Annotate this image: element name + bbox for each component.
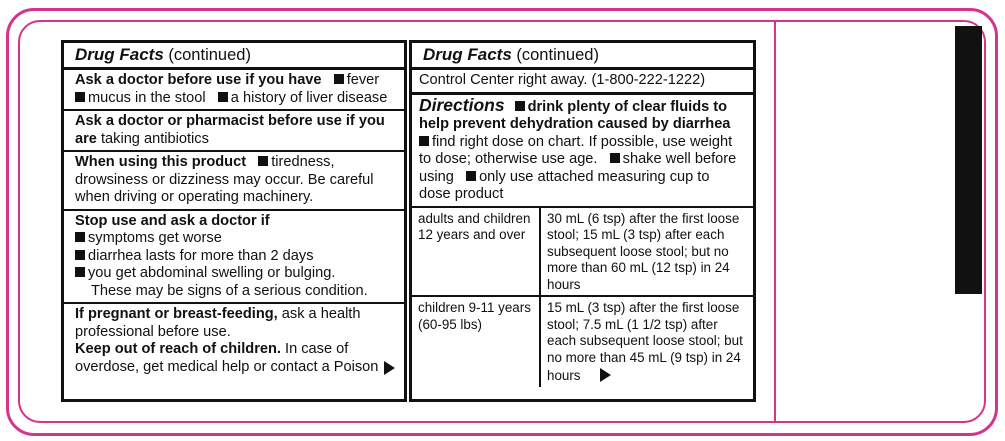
drug-facts-left-panel <box>61 40 407 402</box>
dose-age-cell: adults and children 12 years and over <box>412 208 540 297</box>
stop-use-item: diarrhea lasts for more than 2 days <box>88 247 314 264</box>
ask-doctor-section <box>64 70 404 111</box>
bullet-square-icon <box>75 92 85 102</box>
table-row <box>412 208 753 297</box>
ask-doctor-heading: Ask a doctor before use if you have <box>75 72 322 88</box>
when-using-heading: When using this product <box>75 154 247 170</box>
ask-doctor-item: mucus in the stool <box>88 89 206 106</box>
bullet-square-icon <box>75 267 85 277</box>
table-row <box>412 296 753 387</box>
keep-out-heading: Keep out of reach of children. <box>75 341 281 357</box>
bullet-square-icon <box>75 232 85 242</box>
pregnant-heading: If pregnant or breast-feeding, <box>75 306 278 322</box>
dose-amount-text: 15 mL (3 tsp) after the first loose stool; 7.5 mL (1 1/2 tsp) after each subsequent loose stool; but no more than 45 mL (9 tsp) in 24 hours <box>547 300 743 383</box>
stop-use-section <box>64 211 404 305</box>
right-header-suffix: (continued) <box>516 46 599 64</box>
dose-amount-cell <box>540 296 753 387</box>
ask-doctor-item: fever <box>346 72 380 88</box>
label-fold-line <box>774 22 776 421</box>
poison-control-section <box>412 70 753 95</box>
directions-item: shake well before using <box>419 151 737 185</box>
bullet-square-icon <box>515 101 525 111</box>
keep-out-text: In case of overdose, get medical help or contact a Poison <box>75 341 379 375</box>
bullet-square-icon <box>218 92 228 102</box>
bullet-square-icon <box>334 74 344 84</box>
dosing-table <box>412 208 753 387</box>
drug-facts-right-panel <box>409 40 756 402</box>
bullet-square-icon <box>610 153 620 163</box>
ask-doctor-item: a history of liver disease <box>230 89 388 106</box>
continued-arrow-icon <box>600 368 611 382</box>
bullet-square-icon <box>466 171 476 181</box>
dose-amount-cell: 30 mL (6 tsp) after the first loose stool; 15 mL (3 tsp) after each subsequent loose stool; but no more than 60 mL (12 tsp) in 24 hours <box>547 210 740 292</box>
left-header-title: Drug Facts <box>75 45 164 64</box>
label-black-bar <box>955 26 982 294</box>
continued-arrow-icon <box>384 361 395 375</box>
stop-use-item: you get abdominal swelling or bulging. <box>88 265 336 281</box>
stop-use-heading: Stop use and ask a doctor if <box>75 212 270 229</box>
bullet-square-icon <box>75 250 85 260</box>
poison-control-text: Control Center right away. (1-800-222-1222) <box>419 72 706 88</box>
stop-use-item: symptoms get worse <box>88 230 222 246</box>
stop-use-note: These may be signs of a serious condition. <box>91 282 368 299</box>
directions-item: drink plenty of clear fluids to help prevent dehydration caused by diarrhea <box>419 98 731 132</box>
ask-pharmacist-heading: Ask a doctor or pharmacist before use if you are <box>75 113 385 147</box>
directions-section <box>412 95 753 208</box>
directions-item: only use attached measuring cup to dose product <box>419 168 710 202</box>
pregnant-text: ask a health professional before use. <box>75 306 361 340</box>
ask-pharmacist-text: taking antibiotics <box>100 130 209 147</box>
directions-item: find right dose on chart. If possible, use weight to dose; otherwise use age. <box>419 133 733 167</box>
bullet-square-icon <box>258 156 268 166</box>
ask-pharmacist-section <box>64 111 404 152</box>
right-header-title: Drug Facts <box>423 45 512 64</box>
when-using-section <box>64 152 404 211</box>
left-panel-header <box>64 43 404 70</box>
right-panel-header <box>412 43 753 70</box>
dose-age-cell: children 9-11 years (60-95 lbs) <box>412 296 540 387</box>
directions-title: Directions <box>419 94 505 115</box>
left-header-suffix: (continued) <box>168 46 251 64</box>
when-using-text: tiredness, drowsiness or dizziness may occur. Be careful when driving or operating machinery. <box>75 154 374 205</box>
pregnant-keep-out-section <box>64 304 404 378</box>
bullet-square-icon <box>419 136 429 146</box>
